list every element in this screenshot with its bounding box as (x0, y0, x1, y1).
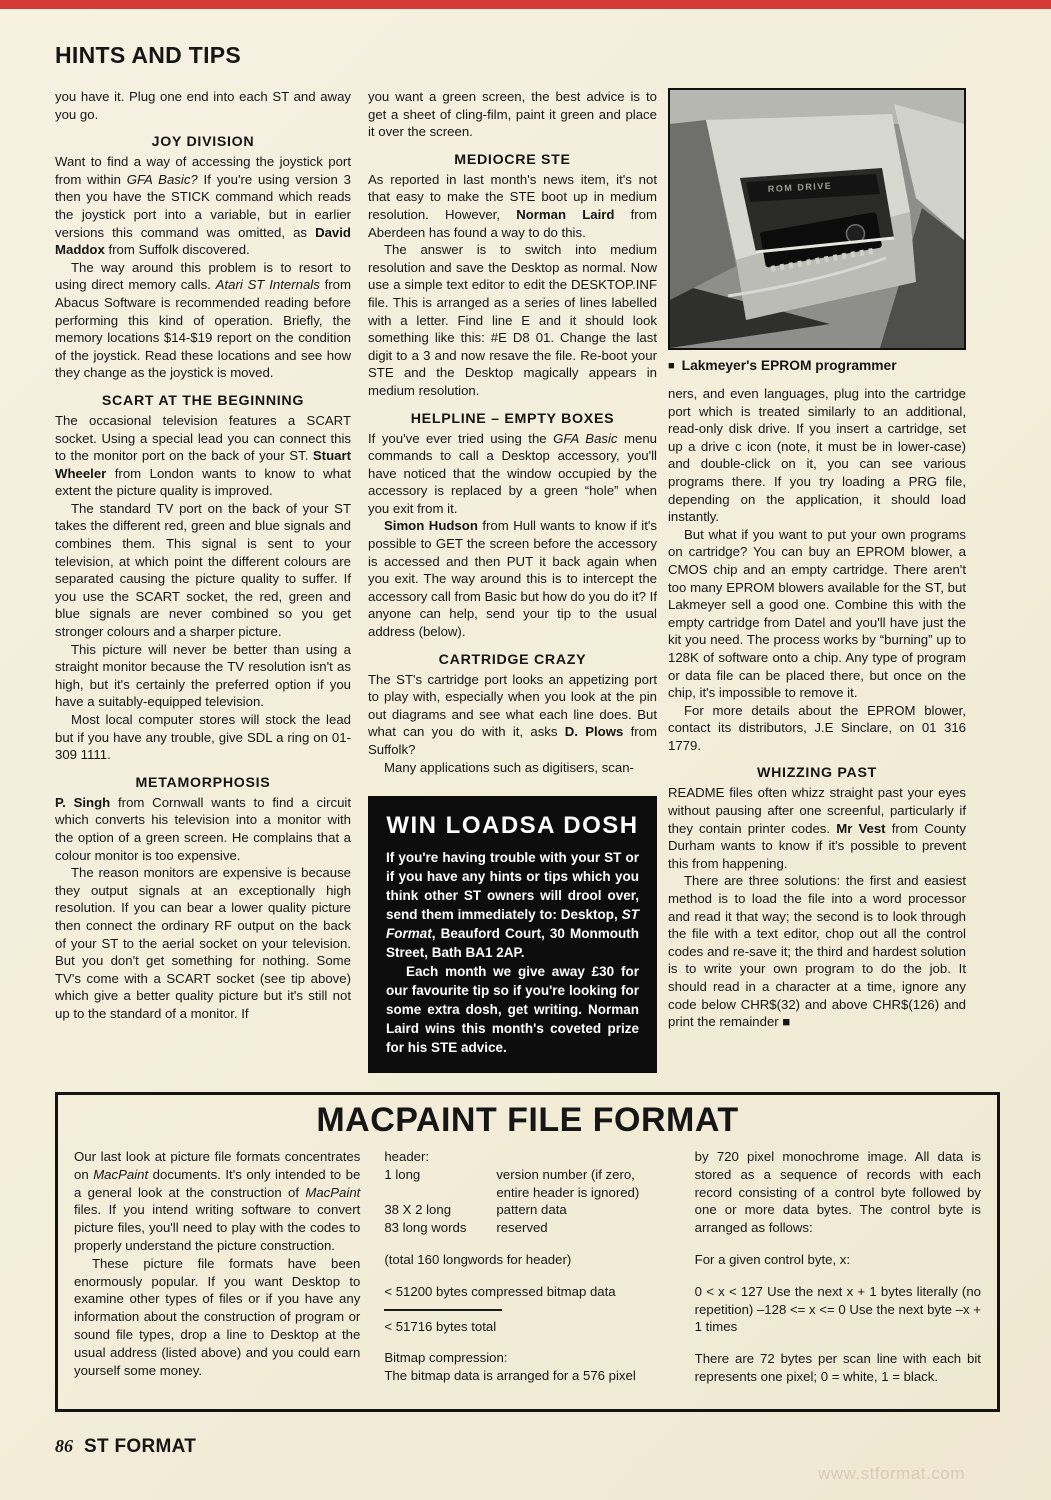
paragraph: As reported in last month's news item, it's not that easy to make the STE boot up in medium resolution. However, Norman Laird from Aberdeen has found a way to do this. (368, 171, 657, 240)
column-3 (668, 88, 966, 1031)
section-heading: JOY DIVISION (151, 134, 255, 151)
column-2-text (368, 88, 657, 776)
section-heading: HELPLINE – EMPTY BOXES (410, 410, 615, 427)
spec-line: The bitmap data is arranged for a 576 pixel (384, 1368, 636, 1384)
spec-row (384, 1219, 670, 1237)
paragraph: The occasional television features a SCART socket. Using a special lead you can connect this to the monitor port on the back of your ST. Stuart Wheeler from London wants to know to what extent the picture quality is improved. (55, 412, 351, 499)
section-heading: MEDIOCRE STE (454, 151, 571, 168)
spec-row (384, 1201, 670, 1219)
spec-row (384, 1166, 670, 1202)
macpaint-spec-column (384, 1148, 670, 1386)
section-heading: CARTRIDGE CRAZY (438, 651, 587, 668)
paragraph: If you've ever tried using the GFA Basic menu commands to call a Desktop accessory, you'll have noticed that the window occupied by the accessory is replaced by a green “hole” when you exit from it. (368, 430, 658, 516)
paragraph: This picture will never be better than using a straight monitor because the TV resolution isn't as high, but it's certainly the preferred option if you have a suitably-equipped television. (55, 641, 351, 710)
square-bullet-icon: ■ (668, 360, 675, 372)
page-footer (55, 1436, 196, 1458)
paragraph: you want a green screen, the best advice is to get a sheet of cling-film, paint it green and place it over the screen. (368, 89, 657, 140)
paragraph: The ST's cartridge port looks an appetizing port to play with, especially when you look at the pin out diagrams and see what each line does. But what can you do with it, asks D. Plows from Suffolk? (368, 671, 657, 757)
paragraph: README files often whizz straight past your eyes without pausing after one screenful, particularly if they contain printer codes. Mr Vest from County Durham wants to know if it's possible to prevent this from happening. (668, 785, 966, 871)
spec-description: pattern data (496, 1202, 567, 1218)
column-1 (55, 88, 351, 1023)
spec-term: 1 long (384, 1166, 421, 1182)
paragraph: The reason monitors are expensive is because they output signals at an exceptionally high resolution. If you can bear a lower quality picture then connect the ordinary RF output on the back of your ST to the aerial socket on your television. But you don't get something for nothing. Some TV's come with a SCART socket (see tip above) which give a better quality picture but it's still not up to the standard of a monitor. If (55, 865, 351, 1021)
paragraph: Many applications such as digitisers, scan- (384, 759, 634, 775)
paragraph: The answer is to switch into medium resolution and save the Desktop as normal. Now use a simple text editor to edit the DESKTOP.INF file. This is arranged as a series of lines labelled with a letter. Find line E and it should look something like this: #E D8 01. Change the last digit to a 3 and now resave the file. Re-boot your STE and the Desktop magically appears in medium resolution. (368, 242, 657, 398)
photo-caption (668, 358, 966, 373)
paragraph: There are three solutions: the first and easiest method is to load the file into a word processor and read it that way; the second is to look through the file with a text editor, chop out all the control codes and re-save it; the third and hardest solution is to write your own program to do the job. It should read in a character at a time, ignore any code below CHR$(32) and above CHR$(126) and print the remainder ■ (668, 873, 966, 1030)
spacer (384, 1269, 670, 1283)
column-3-text (668, 385, 966, 1031)
spacer (384, 1335, 670, 1349)
win-loadsa-dosh-box (368, 796, 657, 1073)
page-number: 86 (55, 1436, 73, 1456)
page-edge-strip (0, 0, 1051, 9)
divider (384, 1309, 502, 1311)
paragraph: by 720 pixel monochrome image. All data is stored as a sequence of records with each record consisting of a control byte followed by one or more data bytes. The control byte is arranged as follows: (694, 1149, 981, 1236)
device-label: ROM DRIVE (767, 180, 833, 194)
paragraph: you have it. Plug one end into each ST and away you go. (55, 89, 351, 122)
section-heading: WHIZZING PAST (757, 765, 877, 782)
macpaint-columns (74, 1148, 981, 1386)
spec-term: 83 long words (384, 1220, 467, 1236)
spec-description: version number (if zero, entire header is ignored) (496, 1166, 640, 1200)
macpaint-intro-column (74, 1148, 360, 1386)
paragraph: Want to find a way of accessing the joystick port from within GFA Basic? If you're using version 3 then you have the STICK command which reads the joystick port into a variable, but in earlier versions this command was omitted, as David Maddox from Suffolk discovered. (55, 154, 351, 258)
paragraph: For more details about the EPROM blower, contact its distributors, J.E Sinclare, on 01 316 1779. (668, 702, 966, 753)
watermark: www.stformat.com (818, 1464, 965, 1483)
win-box-title: WIN LOADSA DOSH (386, 812, 639, 840)
photo-illustration (670, 90, 964, 348)
spec-term: 38 X 2 long (384, 1202, 452, 1218)
paragraph: There are 72 bytes per scan line with each bit represents one pixel; 0 = white, 1 = black. (694, 1351, 981, 1384)
spec-line: Bitmap compression: (384, 1350, 508, 1366)
section-heading: SCART AT THE BEGINNING (101, 392, 305, 409)
spec-description: reserved (496, 1220, 548, 1236)
eprom-programmer-photo (668, 88, 966, 350)
photo-caption-text: Lakmeyer's EPROM programmer (681, 358, 897, 373)
paragraph: Our last look at picture file formats concentrates on MacPaint documents. It's only intended to be a general look at the construction of MacPaint files. If you intend writing software to convert picture files, you'll need to play with the codes to properly understand the picture construction. (74, 1149, 361, 1253)
macpaint-title: MACPAINT FILE FORMAT (316, 1101, 739, 1139)
paragraph: Most local computer stores will stock the lead but if you have any trouble, give SDL a ring on 01-309 1111. (55, 712, 351, 763)
paragraph: ners, and even languages, plug into the cartridge port which is treated similarly to an additional, read-only disk drive. If you insert a cartridge, set up a drive c icon (note, it must be in lower-case) and double-click on it, you can see various programs there. If you try loading a PRG file, depending on the application, it should load instantly. (668, 386, 966, 525)
spec-line: < 51200 bytes compressed bitmap data (384, 1283, 616, 1299)
paragraph: These picture file formats have been enormously popular. If you want Desktop to examine other types of files or if you have any information about the construction of program or sound file types, drop a line to Desktop at the usual address (listed above) and you could earn yourself some money. (74, 1255, 361, 1378)
spacer (695, 1269, 981, 1283)
spec-line: < 51716 bytes total (384, 1318, 497, 1334)
spec-line: header: (384, 1149, 430, 1164)
paragraph: The way around this problem is to resort to using direct memory calls. Atari ST Internals from Abacus Software is recommended reading before performing this kind of operation. Briefly, the memory locations $14-$19 report on the condition of the joystick. Read these locations and see how they change as the joystick is moved. (55, 259, 351, 381)
spacer (384, 1237, 670, 1251)
column-2 (368, 88, 657, 1073)
paragraph: The standard TV port on the back of your ST takes the different red, green and blue signals and combines them. This signal is sent to your television, at which point the different colours are separated causing the picture quality to suffer. If you use the SCART socket, the red, green and blue signals are never combined so you get stronger colours and a sharper picture. (55, 500, 351, 640)
macpaint-details-column (695, 1148, 981, 1386)
spec-line: (total 160 longwords for header) (384, 1251, 572, 1267)
magazine-name: ST FORMAT (84, 1436, 197, 1457)
paragraph: Simon Hudson from Hull wants to know if it's possible to GET the screen before the accessory is accessed and then PUT it back again when you exit. The way around this is to intercept the accessory call from Basic but how do you do it? If anyone can help, send your tip to the usual address (below). (368, 518, 657, 640)
win-box-body (386, 848, 639, 1057)
macpaint-file-format-box (55, 1092, 1000, 1412)
section-heading: METAMORPHOSIS (135, 774, 271, 791)
paragraph: P. Singh from Cornwall wants to find a circuit which converts his television into a monitor with the option of a green screen. He complains that a colour monitor is too expensive. (55, 794, 351, 863)
page-title: HINTS AND TIPS (55, 42, 242, 68)
spec-line: For a given control byte, x: (694, 1251, 851, 1267)
paragraph: But what if you want to put your own programs on cartridge? You can buy an EPROM blower, a CMOS chip and an empty cartridge. There aren't too many EPROM blowers available for the ST, but Lakmeyer sell a good one. Combine this with the empty cartridge from Datel and you'll have just the kit you need. The process works by “burning” up to 128K of software onto a chip. Any type of program or data file can be placed there, but once on the chip, it's impossible to remove it. (668, 526, 966, 701)
spacer (695, 1336, 981, 1350)
paragraph: If you're having trouble with your ST or if you have any hints or tips which you think other ST owners will drool over, send them immediately to: Desktop, ST Format, Beauford Court, 30 Monmouth Street, Bath BA1 2AP. (386, 850, 639, 961)
paragraph: Each month we give away £30 for our favourite tip so if you're looking for some extra dosh, get writing. Norman Laird wins this month's coveted prize for his STE advice. (386, 964, 639, 1056)
paragraph: 0 < x < 127 Use the next x + 1 bytes literally (no repetition) –128 <= x <= 0 Use the next byte –x + 1 times (694, 1283, 981, 1335)
spacer (695, 1237, 981, 1251)
